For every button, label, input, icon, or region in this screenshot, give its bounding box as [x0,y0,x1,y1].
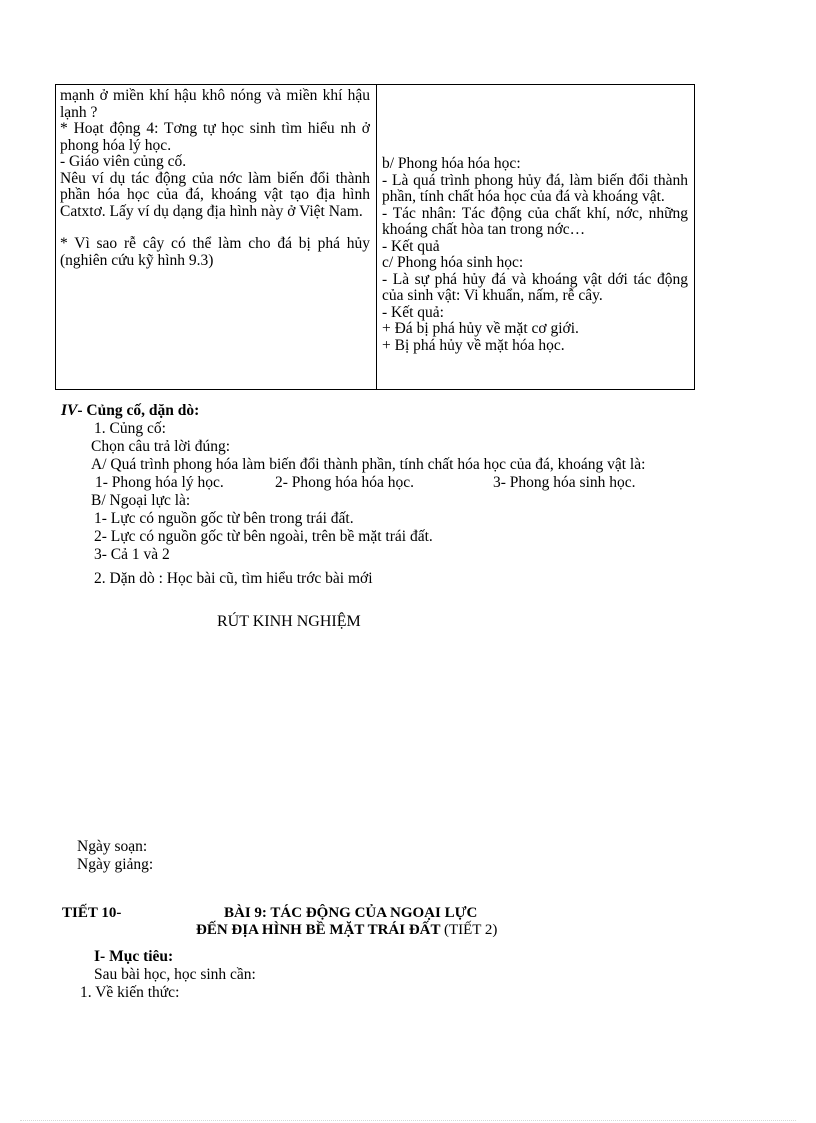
right-paragraph: + Bị phá hủy về mặt hóa học. [382,336,565,354]
lesson-title: BÀI 9: TÁC ĐỘNG CỦA NGOẠI LỰC [224,905,478,921]
option-item: 1- Lực có nguồn gốc từ bên trong trái đất. [94,510,354,527]
objectives-heading: I- Mục tiêu: [94,948,174,965]
consolidation-item: 1. Củng cố: [94,420,166,437]
homework-text: 2. Dặn dò : Học bài cũ, tìm hiểu trớc bài mới [94,570,373,587]
taught-date-label: Ngày giảng: [77,856,154,873]
option-item: 2- Phong hóa hóa học. [275,474,415,491]
knowledge-heading: 1. Về kiến thức: [80,984,180,1001]
question-a: A/ Quá trình phong hóa làm biến đổi thành phần, tính chất hóa học của đá, khoáng vật là: [91,456,646,473]
option-item: 2- Lực có nguồn gốc từ bên ngoài, trên bề mặt trái đất. [94,528,433,545]
right-paragraph: c/ Phong hóa sinh học: [382,254,524,271]
question-a-options [61,474,721,492]
right-paragraph: - Kết quả: [382,303,444,321]
section-heading [61,402,721,420]
instruction-text: Chọn câu trả lời đúng: [91,438,231,455]
right-paragraph: - Tác nhân: Tác động của chất khí, nớc, những khoáng chất hòa tan trong nớc… [382,204,688,238]
left-paragraph: * Vì sao rễ cây có thể làm cho đá bị phá hủy (nghiên cứu kỹ hình 9.3) [60,235,370,269]
section-roman-numeral: IV [61,402,78,419]
lesson-title-line2: ĐẾN ĐỊA HÌNH BỀ MẶT TRÁI ĐẤT [196,922,441,938]
option-item: 1- Phong hóa lý học. [95,474,224,491]
right-paragraph: - Là sự phá hủy đá và khoáng vật dới tác động của sinh vật: Vi khuẩn, nấm, rễ cây. [382,270,688,304]
left-paragraph: * Hoạt động 4: Tơng tự học sinh tìm hiểu nh ở phong hóa lý học. [60,120,370,154]
right-paragraph: - Là quá trình phong hủy đá, làm biến đổi thành phần, tính chất hóa học của đá và khoáng vật. [382,171,688,205]
lesson-subtitle [196,922,497,938]
left-paragraph: mạnh ở miền khí hậu khô nóng và miền khí hậu lạnh ? [60,87,370,121]
question-b: B/ Ngoại lực là: [91,492,191,509]
review-heading: RÚT KINH NGHIỆM [217,613,361,630]
objectives-section [80,948,256,1002]
teacher-activity-cell [60,88,370,269]
content-cell [382,156,688,354]
section-heading-text: - Củng cố, dặn dò: [77,402,200,419]
left-paragraph: - Giáo viên củng cố. [60,153,187,170]
lesson-table [55,84,695,390]
right-paragraph: + Đá bị phá hủy về mặt cơ giới. [382,320,579,337]
lesson-period: (TIẾT 2) [443,922,498,938]
dates-block [77,838,153,874]
consolidation-section [61,402,721,588]
option-item: 3- Cả 1 và 2 [94,546,170,563]
right-paragraph: - Kết quả [382,237,440,255]
option-item: 3- Phong hóa sinh học. [493,474,636,491]
column-divider [376,85,377,389]
objectives-intro: Sau bài học, học sinh cần: [94,966,256,983]
left-paragraph: Nêu ví dụ tác động của nớc làm biến đổi thành phần hóa học của đá, khoáng vật tạo địa hình Catxtơ. Lấy ví dụ dạng địa hình này ở Việt Nam. [60,169,370,220]
lesson-number: TIẾT 10- [62,905,122,921]
right-paragraph: b/ Phong hóa hóa học: [382,155,521,172]
prepared-date-label: Ngày soạn: [77,838,148,855]
page-bottom-rule [20,1120,796,1121]
left-paragraph-spacer [60,220,370,236]
